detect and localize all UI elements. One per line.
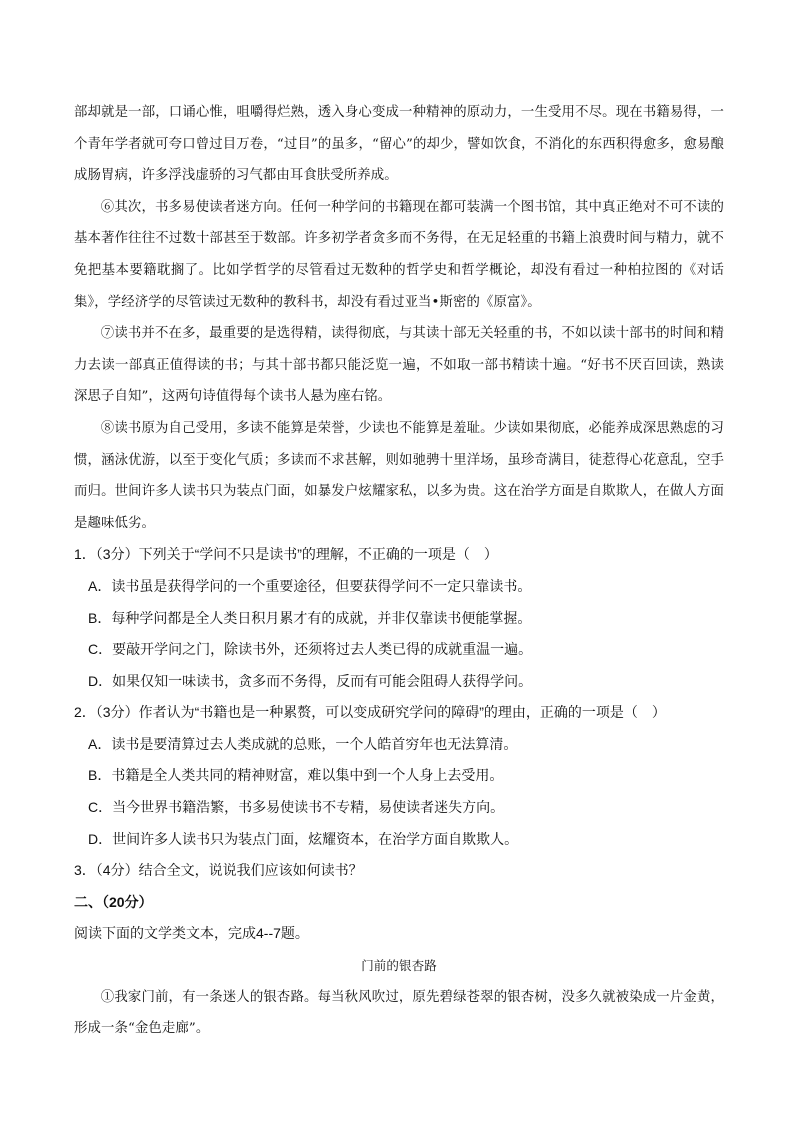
question-2-stem: 2．（3分）作者认为“书籍也是一种累赘，可以变成研究学问的障碍”的理由，正确的一项是（ ）	[74, 704, 666, 721]
question-3-stem: 3．（4分）结合全文，说说我们应该如何读书？	[74, 862, 363, 879]
question-1-option-b: B．每种学问都是全人类日积月累才有的成就，并非仅靠读书便能掌握。	[88, 609, 532, 626]
question-1-stem: 1．（3分）下列关于“学问不只是读书”的理解，不正确的一项是（ ）	[74, 546, 498, 563]
passage-paragraph-7: ⑦读书并不在多，最重要的是选得精，读得彻底，与其读十部无关轻重的书，不如以读十部书的时间和精力去读一部真正值得读的书；与其十部书都只能泛览一遍，不如取一部书精读十遍。“好书不厌百回读，熟读深思子自知”，这两句诗值得每个读书人悬为座右铭。	[74, 326, 724, 405]
article-title: 门前的银杏路	[361, 958, 437, 974]
question-1-option-a: A．读书虽是获得学问的一个重要途径，但要获得学问不一定只靠读书。	[88, 577, 532, 594]
question-2-option-d: D．世间许多人读书只为装点门面，炫耀资本，在治学方面自欺欺人。	[88, 830, 519, 847]
article-paragraph-1: ①我家门前，有一条迷人的银杏路。每当秋风吹过，原先碧绿苍翠的银杏树，没多久就被染成一片金黄，形成一条“金色走廊”。	[74, 989, 724, 1037]
passage-paragraph-6: ⑥其次，书多易使读者迷方向。任何一种学问的书籍现在都可装满一个图书馆，其中真正绝对不可不读的基本著作往往不过数十部甚至于数部。许多初学者贪多而不务得，在无足轻重的书籍上浪费时间与精力，就不免把基本要籍耽搁了。比如学哲学的尽管看过无数种的哲学史和哲学概论，却没有看过一种柏拉图的《对话集》，学经济学的尽管读过无数种的教科书，却没有看过亚当•斯密的《原富》。	[74, 199, 724, 310]
section-2-heading: 二、（20分）	[74, 893, 153, 910]
passage-paragraph-8: ⑧读书原为自己受用，多读不能算是荣誉，少读也不能算是羞耻。少读如果彻底，必能养成深思熟虑的习惯，涵泳优游，以至于变化气质；多读而不求甚解，则如驰骋十里洋场，虽珍奇满目，徒惹得心花意乱，空手而归。世间许多人读书只为装点门面，如暴发户炫耀家私，以多为贵。这在治学方面是自欺欺人，在做人方面是趣味低劣。	[74, 420, 724, 531]
question-2-option-b: B．书籍是全人类共同的精神财富，难以集中到一个人身上去受用。	[88, 767, 504, 784]
question-1-option-d: D．如果仅知一味读书，贪多而不务得，反而有可能会阻碍人获得学问。	[88, 672, 533, 689]
question-2-option-c: C．当今世界书籍浩繁，书多易使读书不专精，易使读者迷失方向。	[88, 799, 505, 816]
question-2-option-a: A．读书是要清算过去人类成就的总账，一个人皓首穷年也无法算清。	[88, 735, 518, 752]
question-1-option-c: C．要敲开学问之门，除读书外，还须将过去人类已得的成就重温一遍。	[88, 641, 533, 658]
document-page	[74, 97, 724, 1045]
section-2-instruction: 阅读下面的文学类文本，完成4--7题。	[74, 925, 309, 942]
passage-paragraph-continued: 部却就是一部，口诵心惟，咀嚼得烂熟，透入身心变成一种精神的原动力，一生受用不尽。现在书籍易得，一个青年学者就可夸口曾过目万卷，“过目”的虽多，“留心”的却少，譬如饮食，不消化的东西积得愈多，愈易酿成肠胃病，许多浮浅虚骄的习气都由耳食肤受所养成。	[74, 105, 724, 184]
